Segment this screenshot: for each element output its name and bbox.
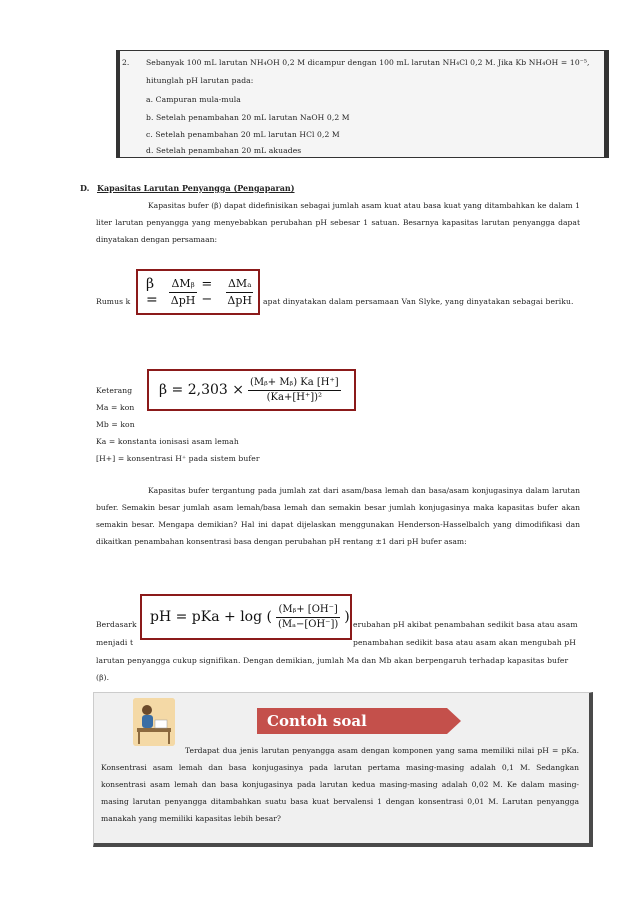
formula-1-fraction-a [225,277,254,306]
formula-1-num-b: ΔMᵦ [169,277,196,292]
paragraph-definition: Kapasitas bufer (β) dapat didefinisikan sebagai jumlah asam kuat atau basa kuat yang ditambahkan ke dalam 1 liter larutan penyangga yang menyebabkan perubahan pH sebesar 1 satuan. Besarnya kapasitas larutan penyangga dapat dinyatakan dengan persamaan: [96,201,580,244]
formula-3-rhs: ) [344,609,350,625]
keterangan-ma: Ma = kon [96,403,135,412]
section-label: D. [80,183,90,193]
question-number: 2. [122,58,130,67]
keterangan-h: [H+] = konsentrasi H⁺ pada sistem bufer [96,454,260,463]
keterangan-mb: Mb = kon [96,420,135,429]
formula-van-slyke [147,369,356,411]
berdasarkan-text-right: erubahan pH akibat penambahan sedikit basa atau asam [353,620,578,629]
formula-1-mid: = − [201,277,213,307]
formula-1-beta: β = [146,276,158,308]
formula-henderson-hasselbalch [140,594,352,640]
formula-3-num: (Mᵦ+ [OH⁻] [276,604,339,618]
question-option-b: b. Setelah penambahan 20 mL larutan NaOH 0,2 M [146,113,350,122]
formula-3-den: (Mₐ−[OH⁻]) [277,618,339,630]
example-banner: Contoh soal [257,708,447,734]
question-option-a: a. Campuran mula-mula [146,95,241,104]
illustration-image [133,698,175,746]
rumus-text-right: apat dinyatakan dalam persamaan Van Slyke, yang dinyatakan sebagai beriku. [263,297,574,306]
menjadi-text-left: menjadi t [96,638,134,647]
formula-2-lhs: β = 2,303 × [159,382,244,398]
formula-2-fraction [248,377,341,404]
formula-3-fraction [276,604,340,631]
person-writing-icon [133,698,175,746]
paragraph-conclusion-end: (β). [96,673,110,682]
question-option-c: c. Setelah penambahan 20 mL larutan HCl 0,2 M [146,130,340,139]
keterangan-ka: Ka = konstanta ionisasi asam lemah [96,437,239,446]
berdasarkan-text-left: Berdasark [96,620,137,629]
question-line-1: Sebanyak 100 mL larutan NH₄OH 0,2 M dicampur dengan 100 mL larutan NH₄Cl 0,2 M. Jika Kb NH₄OH = 10⁻⁵, [146,58,590,67]
formula-1-den-b: ΔpH [170,293,196,307]
formula-1-num-a: ΔMₐ [226,277,253,292]
formula-2-num: (Mᵦ+ Mᵦ) Ka [H⁺] [248,377,341,391]
formula-1-fraction-b [169,277,198,306]
example-question-text: Terdapat dua jenis larutan penyangga asam dengan komponen yang sama memiliki nilai pH = pKa. Konsentrasi asam lemah dan basa konjugasinya pada larutan pertama masing-masing adalah 0,1 M. Sedangkan konsentrasi asam lemah dan basa konjugasinya pada larutan kedua masing-masing adalah 0,02 M. Ke dalam masing-masing larutan penyangga ditambahkan suatu basa kuat bervalensi 1 dengan konsentrasi 0,01 M. Larutan penyangga manakah yang memiliki kapasitas lebih besar? [101,746,579,823]
keterangan-label: Keterang [96,386,133,395]
paragraph-capacity-factors: Kapasitas bufer tergantung pada jumlah zat dari asam/basa lemah dan basa/asam konjugasinya dalam larutan bufer. Semakin besar jumlah asam lemah/basa lemah dan semakin besar jumlah konjugasinya maka kapasitas bufer akan semakin besar. Mengapa demikian? Hal ini dapat dijelaskan menggunakan Henderson-Hasselbalch yang dimodifikasi dan dikaitkan penambahan konsentrasi basa dengan perubahan pH rentang ±1 dari pH bufer asam: [96,486,580,546]
menjadi-text-right: penambahan sedikit basa atau asam akan mengubah pH [353,638,576,647]
question-line-2: hitunglah pH larutan pada: [146,76,254,85]
formula-2-den: (Ka+[H⁺])² [266,391,323,403]
rumus-text-left: Rumus k [96,297,131,306]
formula-buffer-capacity [136,269,260,315]
question-option-d: d. Setelah penambahan 20 mL akuades [146,146,302,155]
formula-3-lhs: pH = pKa + log ( [150,609,272,625]
paragraph-conclusion: larutan penyangga cukup signifikan. Dengan demikian, jumlah Ma dan Mb akan berpengaruh terhadap kapasitas bufer [96,656,569,665]
formula-1-den-a: ΔpH [227,293,252,307]
section-title: Kapasitas Larutan Penyangga (Pengaparan) [97,183,295,193]
